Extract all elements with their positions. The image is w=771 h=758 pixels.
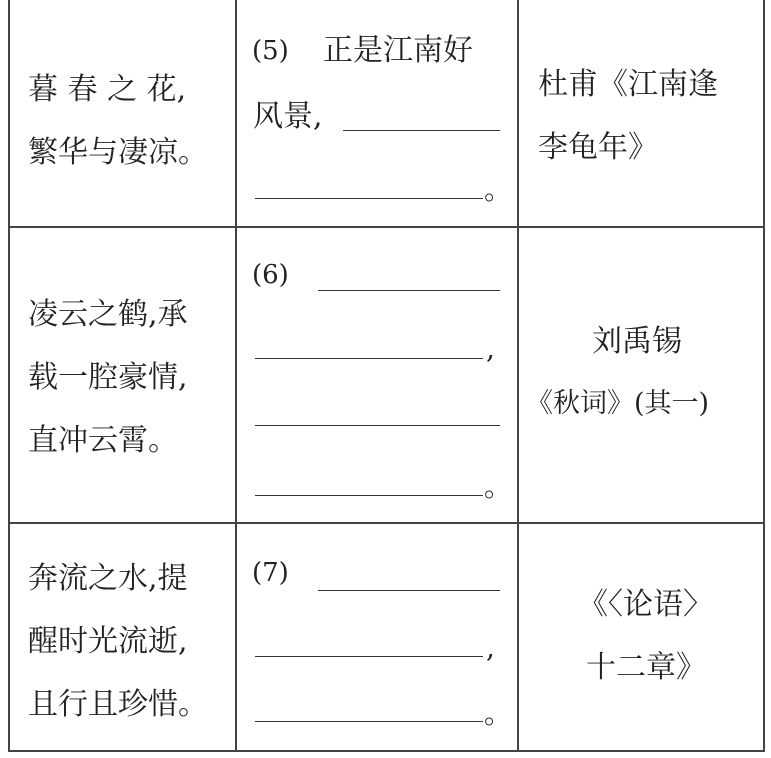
row3-answer-blank-1[interactable] [318, 590, 500, 591]
row2-theme-line3: 直冲云霄。 [28, 423, 178, 458]
table-border-bottom [8, 750, 765, 752]
row1-theme-line2: 繁华与凄凉。 [28, 135, 208, 170]
row2-answer-blank-4[interactable] [255, 495, 483, 496]
row2-end-mark: 。 [484, 470, 513, 503]
table-border-right [763, 0, 765, 752]
row1-source-line2: 李龟年》 [538, 130, 658, 165]
row3-prompt-number: (7) [252, 558, 289, 588]
row1-prompt-text-line1: 正是江南好 [323, 33, 473, 68]
row1-theme-line1: 暮 春 之 花, [28, 72, 187, 107]
row2-answer-blank-1[interactable] [318, 290, 500, 291]
row1-answer-blank-1[interactable] [343, 130, 500, 131]
row2-source-line1: 刘禹锡 [592, 324, 682, 359]
row3-comma-mark: , [486, 631, 495, 664]
row3-answer-blank-2[interactable] [255, 656, 483, 657]
row-divider-2 [8, 522, 765, 524]
row3-theme-line1: 奔流之水,提 [28, 561, 188, 596]
row2-answer-blank-3[interactable] [255, 425, 500, 426]
row3-theme-line3: 且行且珍惜。 [28, 687, 208, 722]
row3-source-line2: 十二章》 [586, 650, 706, 685]
row2-theme-line1: 凌云之鹤,承 [28, 297, 188, 332]
row3-theme-line2: 醒时光流逝, [28, 624, 188, 659]
row1-answer-blank-2[interactable] [255, 198, 483, 199]
row2-comma-mark: , [486, 332, 495, 365]
row2-prompt-number: (6) [252, 260, 289, 290]
row1-end-mark: 。 [484, 173, 513, 206]
row3-answer-blank-3[interactable] [255, 721, 483, 722]
row1-prompt-text-line2: 风景, [253, 99, 323, 134]
row2-source-line2: 《秋词》(其一) [526, 388, 710, 419]
row1-source-line1: 杜甫《江南逢 [538, 67, 718, 102]
row3-end-mark: 。 [484, 697, 513, 730]
table-border-left [8, 0, 10, 752]
column-divider-1 [235, 0, 237, 752]
row-divider-1 [8, 226, 765, 228]
row3-source-line1: 《〈论语〉 [578, 587, 713, 622]
row2-theme-line2: 载一腔豪情, [28, 360, 188, 395]
row1-prompt-number: (5) [252, 36, 289, 66]
row2-answer-blank-2[interactable] [255, 358, 483, 359]
column-divider-2 [517, 0, 519, 752]
